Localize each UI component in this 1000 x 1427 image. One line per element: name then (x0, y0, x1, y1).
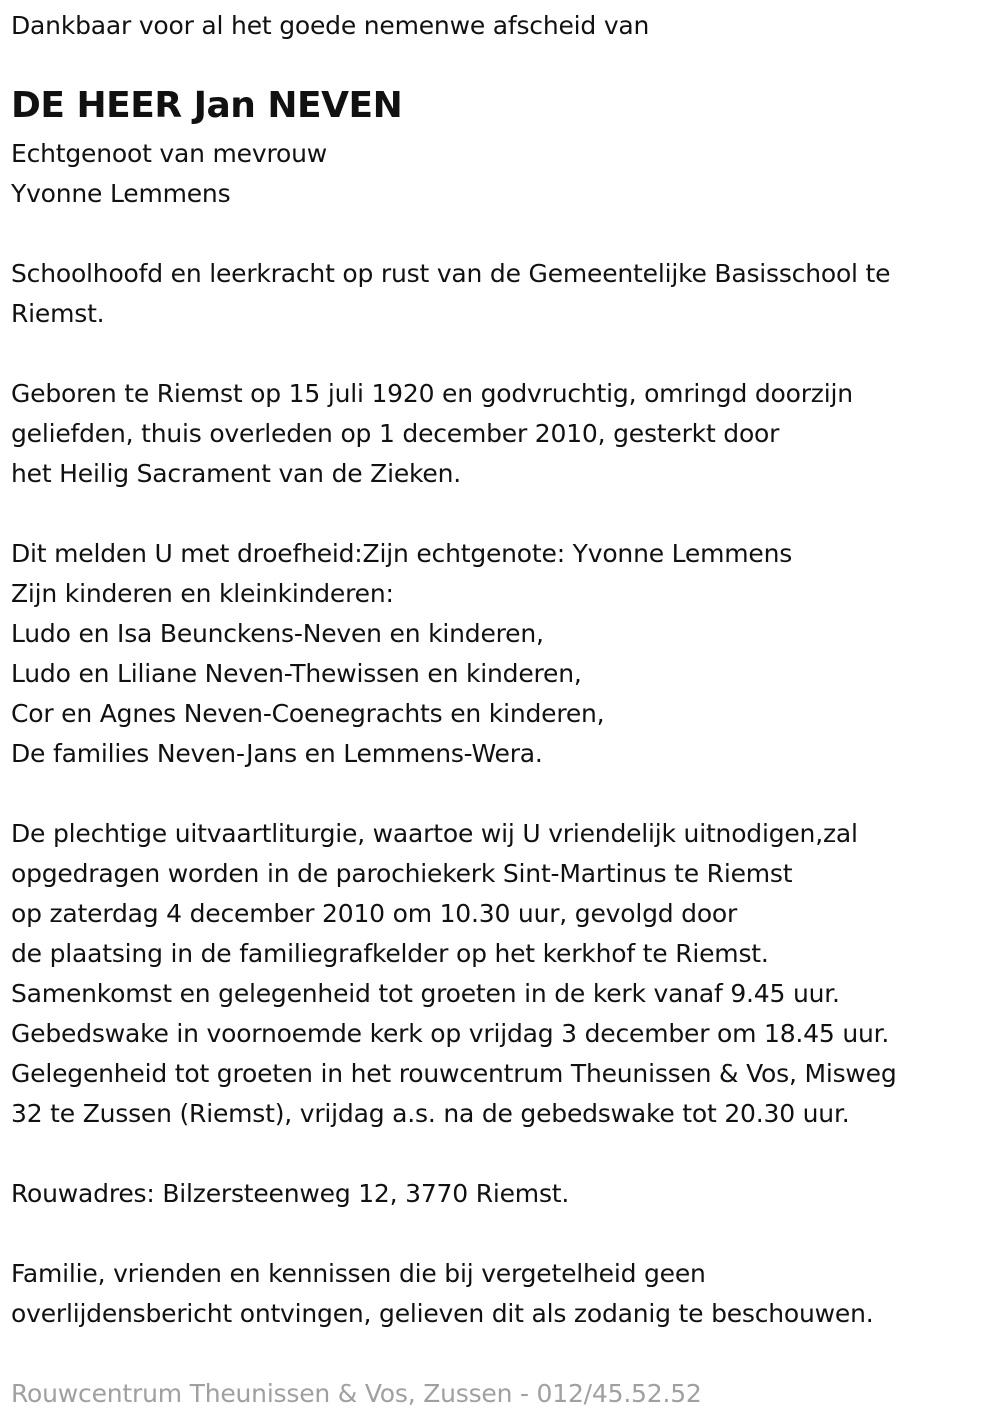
birth-death-line: geliefden, thuis overleden op 1 december 2010, gesterkt door (11, 419, 780, 448)
role-line: Riemst. (11, 299, 105, 328)
spouse-line: Yvonne Lemmens (11, 179, 231, 208)
funeral-line: 32 te Zussen (Riemst), vrijdag a.s. na de gebedswake tot 20.30 uur. (11, 1099, 850, 1128)
spouse-line: Echtgenoot van mevrouw (11, 139, 327, 168)
funeral-home-footer: Rouwcentrum Theunissen & Vos, Zussen - 012/45.52.52 (11, 1379, 702, 1408)
funeral-section (11, 814, 897, 1134)
announcement-line: Dit melden U met droefheid:Zijn echtgenote: Yvonne Lemmens (11, 539, 793, 568)
announcement-section (11, 534, 792, 774)
deceased-name: DE HEER Jan NEVEN (11, 85, 403, 126)
birth-death-line: het Heilig Sacrament van de Zieken. (11, 459, 461, 488)
family-member-line: Ludo en Isa Beunckens-Neven en kinderen, (11, 619, 544, 648)
role-line: Schoolhoofd en leerkracht op rust van de Gemeentelijke Basisschool te (11, 259, 891, 288)
funeral-line: Gebedswake in voornoemde kerk op vrijdag 3 december om 18.45 uur. (11, 1019, 890, 1048)
funeral-line: Gelegenheid tot groeten in het rouwcentrum Theunissen & Vos, Misweg (11, 1059, 897, 1088)
family-note-section (11, 1254, 874, 1334)
family-member-line: De families Neven-Jans en Lemmens-Wera. (11, 739, 543, 768)
role-section (11, 254, 890, 334)
birth-death-line: Geboren te Riemst op 15 juli 1920 en godvruchtig, omringd doorzijn (11, 379, 853, 408)
funeral-line: op zaterdag 4 december 2010 om 10.30 uur, gevolgd door (11, 899, 738, 928)
intro-text: Dankbaar voor al het goede nemenwe afscheid van (11, 11, 650, 40)
spouse-section (11, 134, 327, 214)
announcement-line: Zijn kinderen en kleinkinderen: (11, 579, 394, 608)
family-member-line: Cor en Agnes Neven-Coenegrachts en kinderen, (11, 699, 605, 728)
address-section (11, 1174, 569, 1214)
funeral-line: opgedragen worden in de parochiekerk Sint-Martinus te Riemst (11, 859, 793, 888)
family-note-line: overlijdensbericht ontvingen, gelieven dit als zodanig te beschouwen. (11, 1299, 874, 1328)
family-note-line: Familie, vrienden en kennissen die bij vergetelheid geen (11, 1259, 706, 1288)
birth-death-section (11, 374, 853, 494)
funeral-line: de plaatsing in de familiegrafkelder op het kerkhof te Riemst. (11, 939, 769, 968)
funeral-line: Samenkomst en gelegenheid tot groeten in de kerk vanaf 9.45 uur. (11, 979, 840, 1008)
funeral-line: De plechtige uitvaartliturgie, waartoe wij U vriendelijk uitnodigen,zal (11, 819, 858, 848)
mourning-address: Rouwadres: Bilzersteenweg 12, 3770 Riemst. (11, 1179, 570, 1208)
family-member-line: Ludo en Liliane Neven-Thewissen en kinderen, (11, 659, 582, 688)
